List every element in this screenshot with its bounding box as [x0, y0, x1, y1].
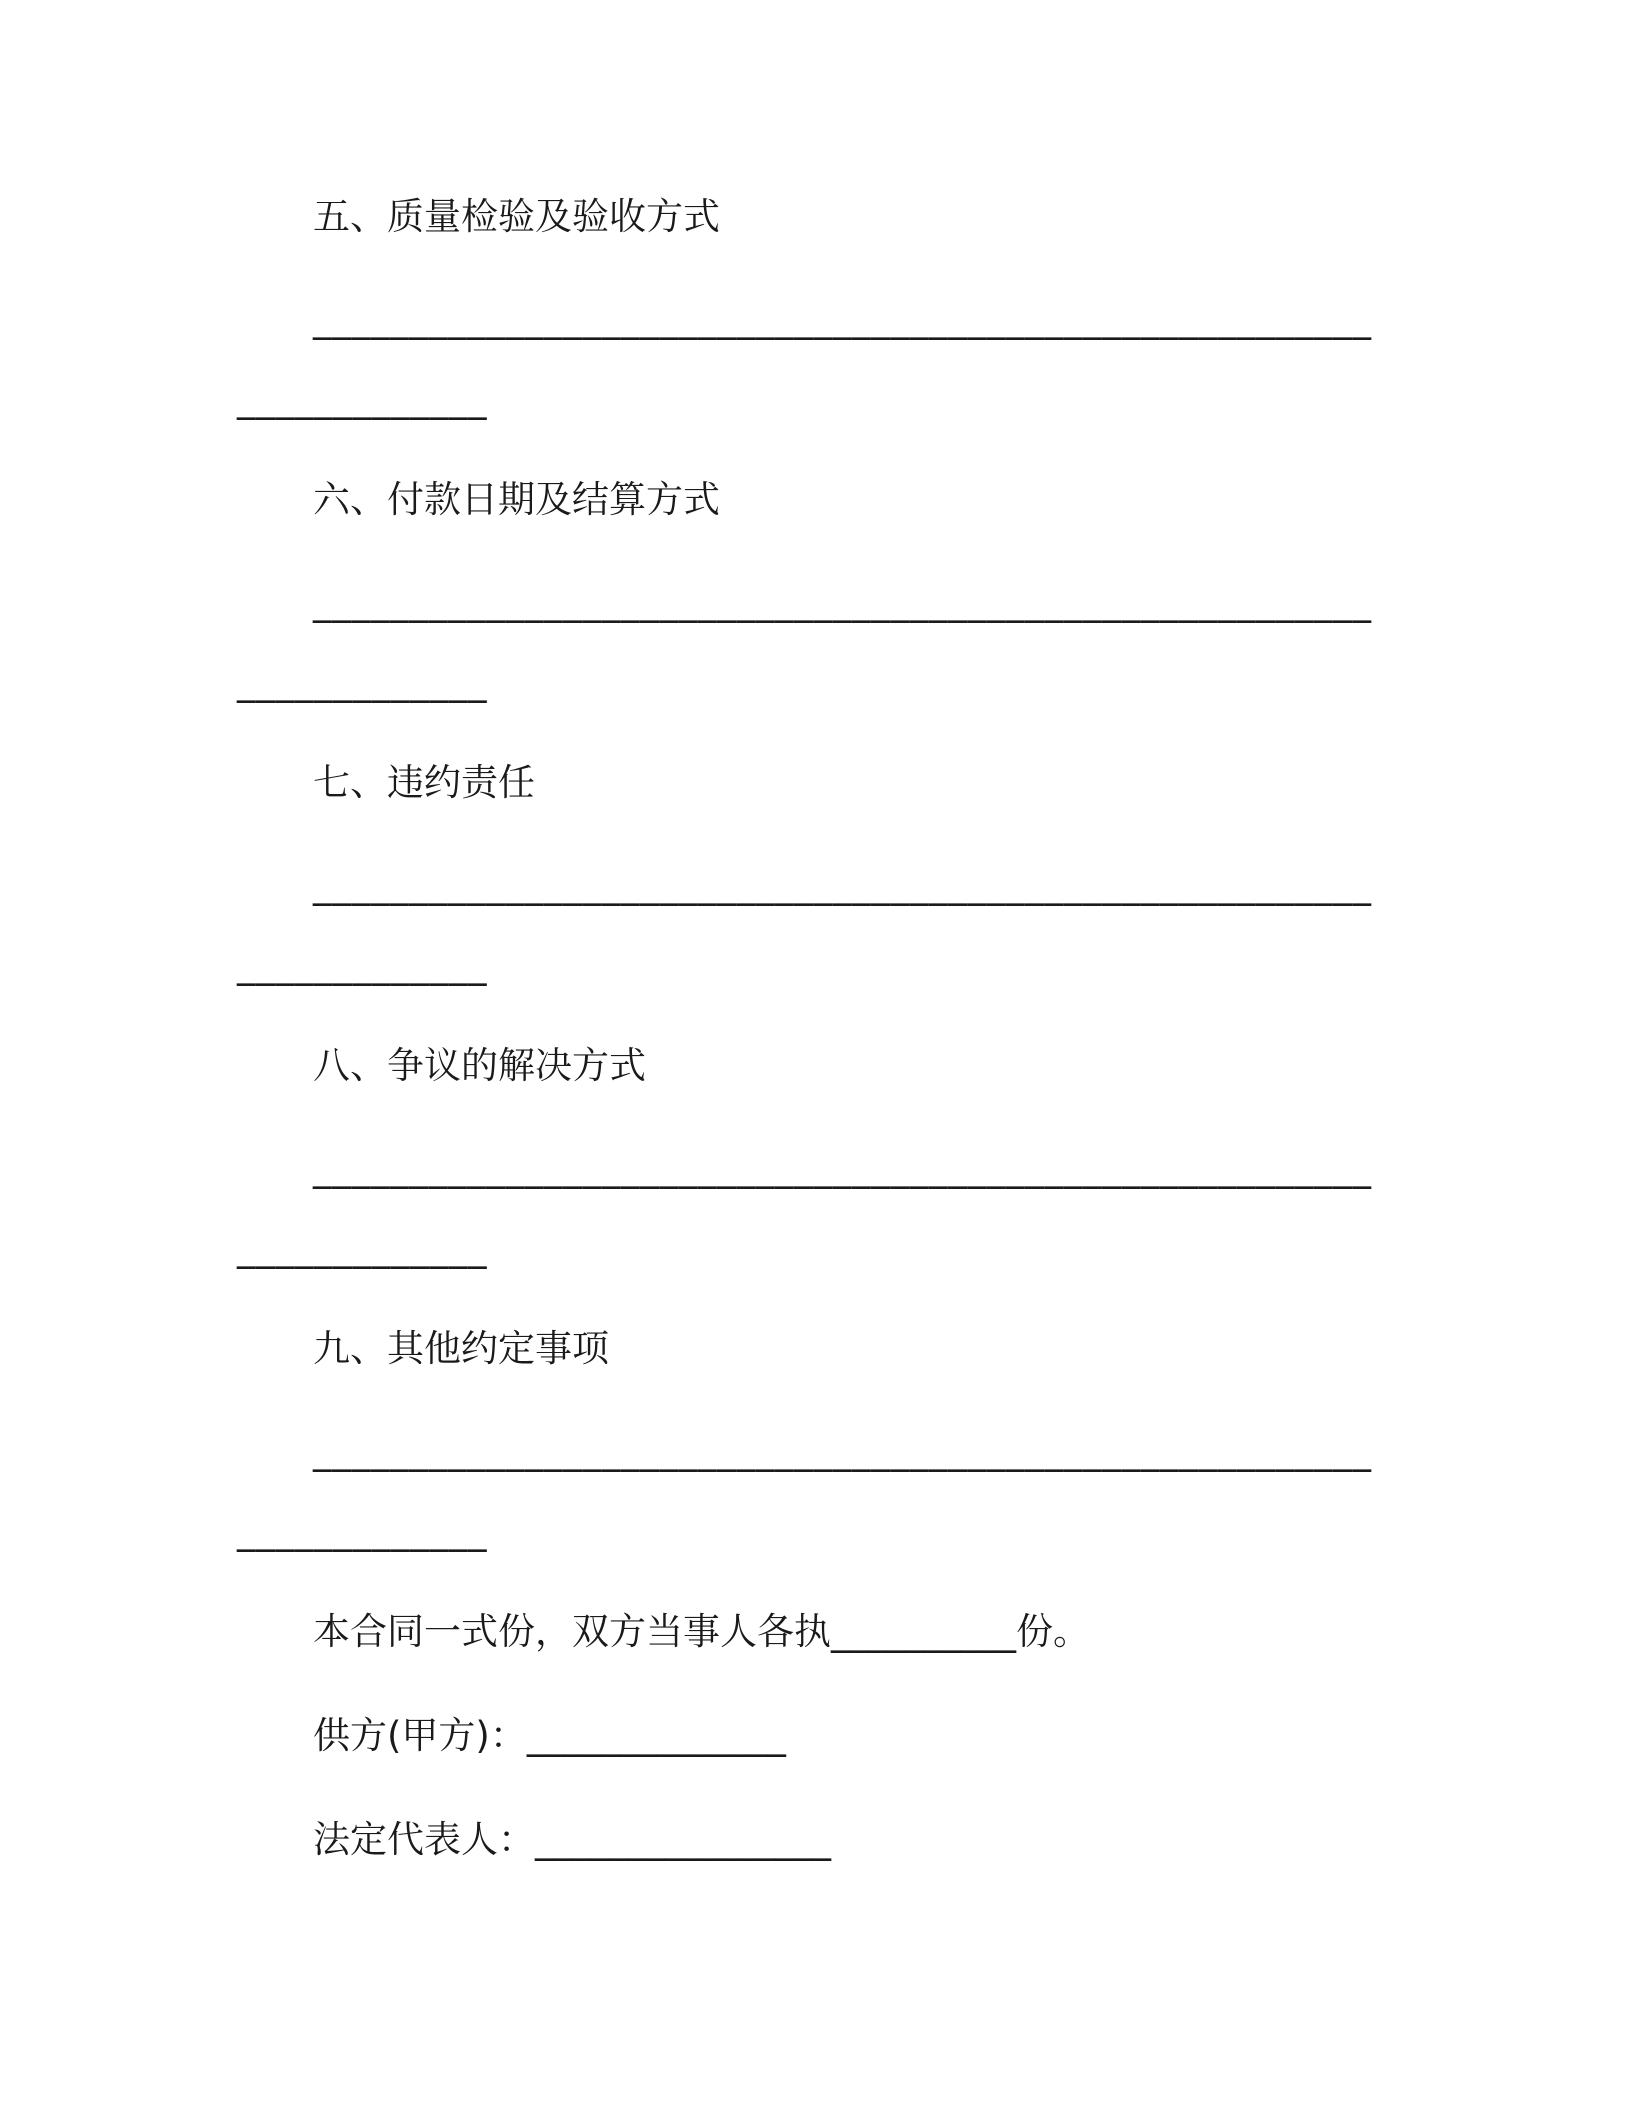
- fill-in-line-continued: _____________: [237, 1508, 488, 1552]
- copies-clause-suffix: 份。: [1016, 1610, 1090, 1653]
- copies-clause: [237, 1592, 1387, 1672]
- fill-in-line-continued: _____________: [237, 376, 488, 420]
- copies-clause-text: 本合同一式份，双方当事人各执: [313, 1610, 831, 1653]
- section-heading-breach-liability: 七、违约责任: [313, 761, 535, 804]
- copies-count-blank: __________: [831, 1610, 1016, 1653]
- fill-in-block-other-matters: [237, 1411, 1387, 1571]
- fill-in-line: _______________________________________________________: [313, 296, 1372, 340]
- supplier-signature-line: [237, 1696, 1387, 1776]
- legal-representative-label: 法定代表人：: [313, 1818, 535, 1861]
- fill-in-line-continued: _____________: [237, 1225, 488, 1269]
- section-heading-quality-inspection: 五、质量检验及验收方式: [313, 195, 720, 238]
- section-heading-payment-terms: 六、付款日期及结算方式: [313, 478, 720, 521]
- fill-in-block-payment-terms: [237, 562, 1387, 722]
- fill-in-line: _______________________________________________________: [313, 862, 1372, 906]
- legal-representative-line: [237, 1800, 1387, 1880]
- fill-in-line-continued: _____________: [237, 659, 488, 703]
- section-heading-dispute-resolution: 八、争议的解决方式: [313, 1044, 646, 1087]
- fill-in-line: _______________________________________________________: [313, 1145, 1372, 1189]
- fill-in-line: _______________________________________________________: [313, 579, 1372, 623]
- legal-representative-blank: ________________: [535, 1818, 831, 1861]
- fill-in-line-continued: _____________: [237, 942, 488, 986]
- fill-in-block-breach-liability: [237, 845, 1387, 1005]
- section-heading-other-matters: 九、其他约定事项: [313, 1327, 609, 1370]
- supplier-blank: ______________: [526, 1714, 786, 1757]
- supplier-label: 供方(甲方)：: [313, 1714, 527, 1757]
- fill-in-block-quality-inspection: [237, 279, 1387, 439]
- fill-in-block-dispute-resolution: [237, 1128, 1387, 1288]
- fill-in-line: _______________________________________________________: [313, 1428, 1372, 1472]
- contract-body: [237, 177, 1387, 1904]
